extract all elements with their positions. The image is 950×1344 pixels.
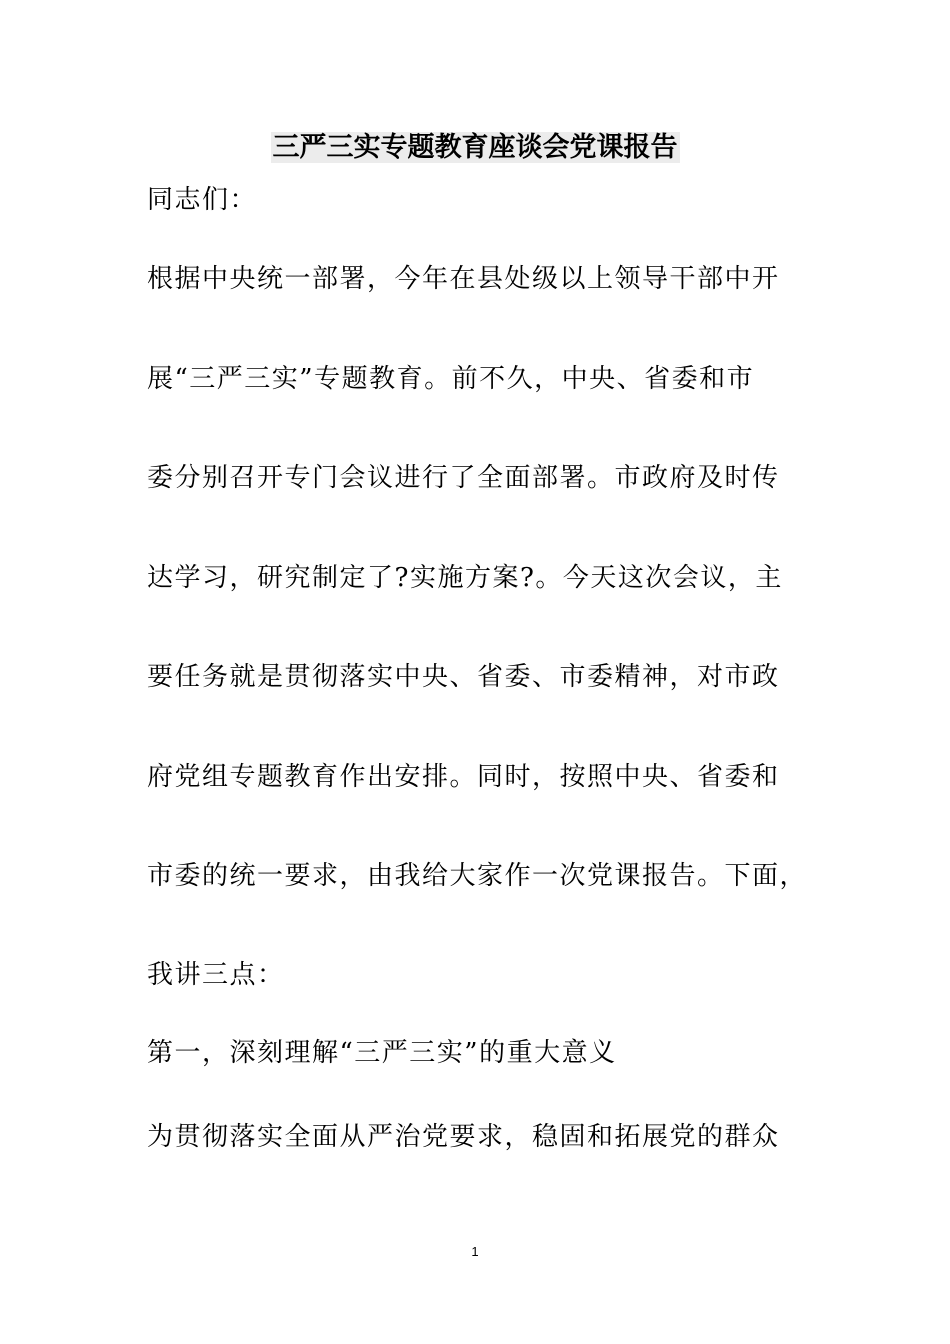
body-line-1: 根据中央统一部署，今年在县处级以上领导干部中开 <box>147 264 780 294</box>
body-line-3: 委分别召开专门会议进行了全面部署。市政府及时传 <box>147 463 780 493</box>
body-line-5: 要任务就是贯彻落实中央、省委、市委精神，对市政 <box>147 662 780 692</box>
body-line-9: 为贯彻落实全面从严治党要求，稳固和拓展党的群众 <box>147 1122 780 1152</box>
document-title-text: 三严三实专题教育座谈会党课报告 <box>272 132 678 163</box>
document-title <box>0 128 950 168</box>
body-line-7: 市委的统一要求，由我给大家作一次党课报告。下面， <box>147 861 808 891</box>
body-line-6: 府党组专题教育作出安排。同时，按照中央、省委和 <box>147 762 780 792</box>
body-line-2: 展“三严三实”专题教育。前不久，中央、省委和市 <box>147 364 755 394</box>
salutation: 同志们： <box>147 185 258 215</box>
body-line-8: 我讲三点： <box>147 960 285 990</box>
page-number: 1 <box>471 1244 479 1259</box>
section-heading: 第一，深刻理解“三严三实”的重大意义 <box>147 1038 617 1068</box>
body-line-4: 达学习，研究制定了?实施方案?。今天这次会议，主 <box>147 563 783 593</box>
